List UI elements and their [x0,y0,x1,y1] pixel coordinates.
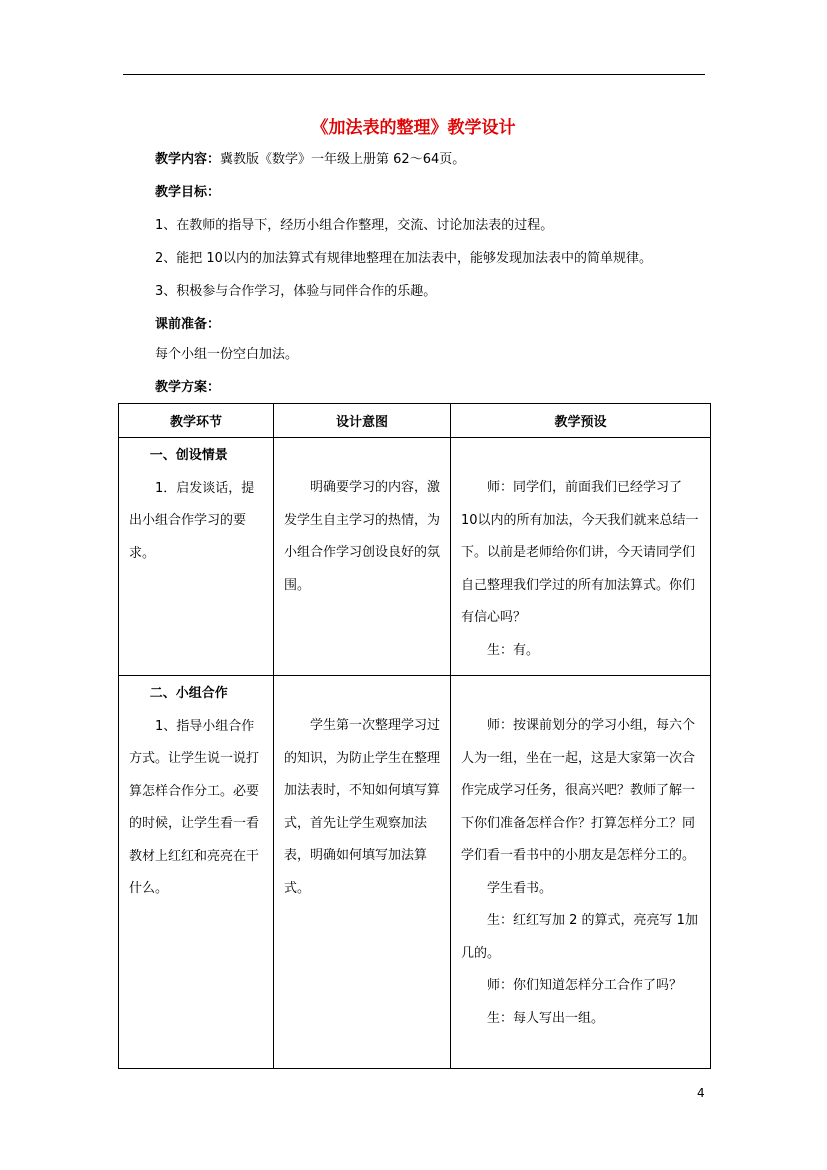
header-rule [123,74,705,75]
section-title: 二、小组合作 [149,686,228,701]
teaching-content-line [155,150,465,170]
table-header-row [119,404,711,438]
preset-cell [451,438,711,676]
intent-text: 学生第一次整理学习过的知识，为防止学生在整理加法表时，不知如何填写算式，首先让学生观察加法表，明确如何填写加法算式。 [284,718,441,896]
table-row [119,676,711,1069]
stage-cell [119,676,274,1069]
preset-line: 学生看书。 [487,880,553,896]
goal-item-1: 1、在教师的指导下，经历小组合作整理，交流、讨论加法表的过程。 [155,218,554,233]
teaching-goals-label: 教学目标： [155,185,221,200]
preset-line: 师：按课前划分的学习小组，每六个人为一组，坐在一起，这是大家第一次合作完成学习任务，很高兴吧？教师了解一下你们准备怎样合作？打算怎样分工？同学们看一看书中的小朋友是怎样分工的。 [461,718,696,863]
preparation-text: 每个小组一份空白加法。 [155,347,299,362]
preparation-label: 课前准备： [155,317,221,332]
document-title: 《加法表的整理》教学设计 [311,118,516,138]
section-title: 一、创设情景 [149,448,228,463]
intent-text: 明确要学习的内容，激发学生自主学习的热情，为小组合作学习创设良好的氛围。 [284,480,441,593]
stage-step: 1．启发谈话，提出小组合作学习的要求。 [129,480,255,561]
teaching-plan-label: 教学方案： [155,380,221,395]
preset-line: 师：你们知道怎样分工合作了吗？ [487,978,683,993]
intent-cell [274,438,451,676]
preset-line: 生：每人写出一组。 [487,1010,605,1026]
table-row [119,438,711,676]
header-intent: 设计意图 [274,404,451,438]
preset-cell [451,676,711,1069]
intent-cell [274,676,451,1069]
header-preset: 教学预设 [451,404,711,438]
preset-line: 生：红红写加 2 的算式，亮亮写 1加几的。 [461,913,698,961]
goal-item-2: 2、能把 10以内的加法算式有规律地整理在加法表中，能够发现加法表中的简单规律。 [155,251,652,266]
page-number: 4 [697,1086,705,1100]
header-stage: 教学环节 [119,404,274,438]
teaching-plan-table [118,403,711,1069]
preset-line: 生：有。 [487,642,540,658]
teaching-content-label: 教学内容： [155,152,221,167]
goal-item-3: 3、积极参与合作学习，体验与同伴合作的乐趣。 [155,284,437,299]
stage-cell [119,438,274,676]
teaching-content-text: 冀教版《数学》一年级上册第 62～64页。 [220,152,466,167]
preset-line: 师：同学们，前面我们已经学习了 10以内的所有加法，今天我们就来总结一下。以前是老师给你们讲，今天请同学们自己整理我们学过的所有加法算式。你们有信心吗？ [461,480,699,625]
stage-step: 1、指导小组合作方式。让学生说一说打算怎样合作分工。必要的时候，让学生看一看教材上红红和亮亮在干什么。 [129,718,260,896]
